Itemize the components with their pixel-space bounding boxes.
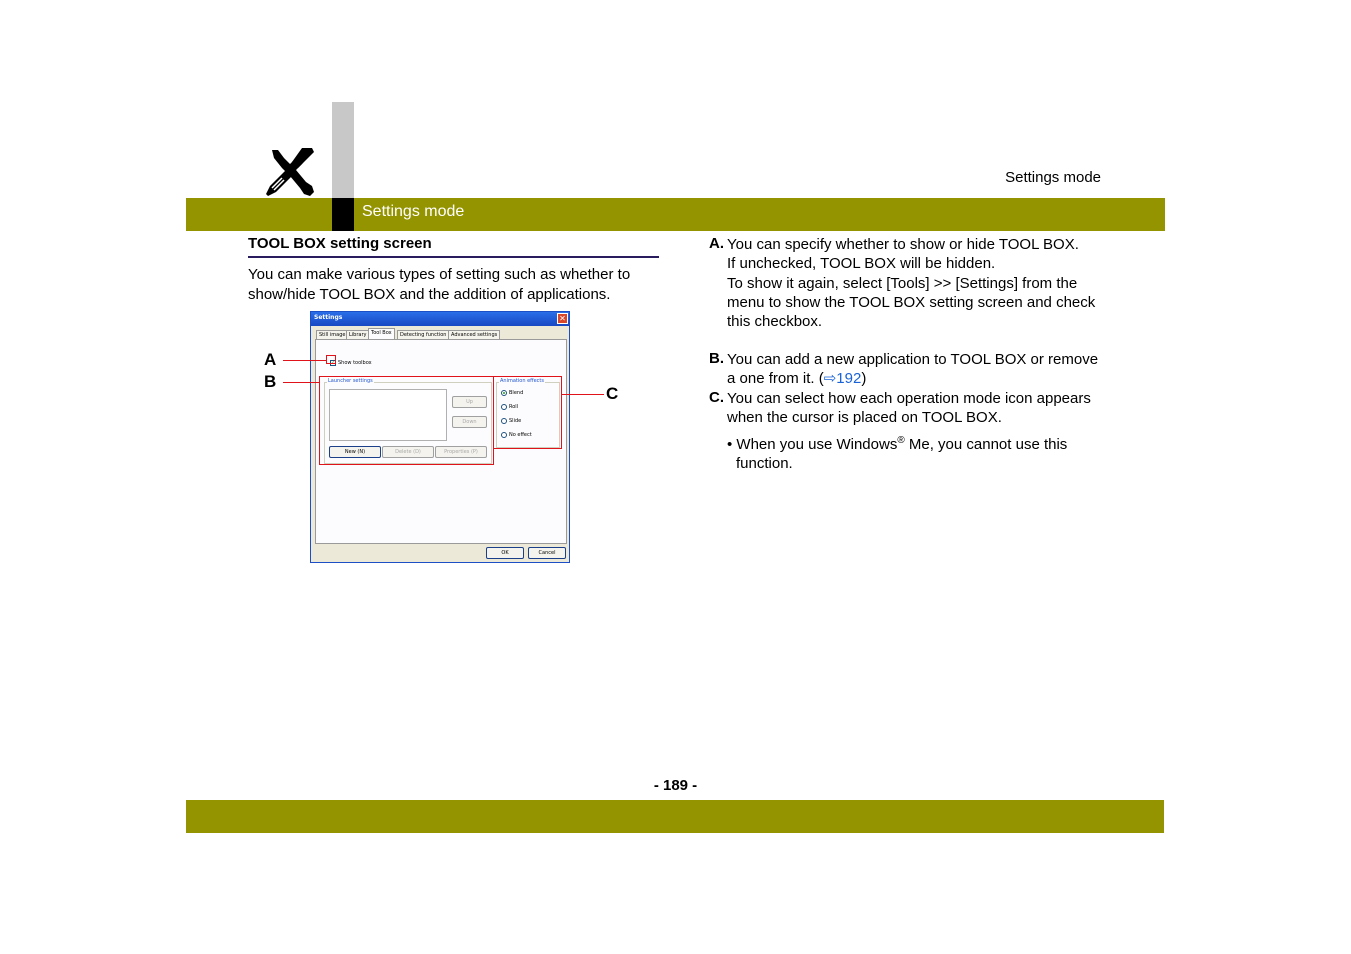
item-b-text-before: You can add a new application to TOOL BOX or remove a one from it. ( — [727, 351, 1099, 388]
new-button: New (N) — [329, 446, 381, 458]
tools-icon — [262, 146, 318, 198]
arrow-right-icon: ⇨ — [823, 370, 837, 388]
blend-label: Blend — [509, 390, 524, 396]
up-button: Up — [452, 396, 487, 408]
item-c-bullet-before: • When you use Windows — [727, 435, 898, 453]
dialog-titlebar — [311, 312, 569, 326]
animation-group-label: Animation effects — [500, 378, 544, 384]
no-effect-label: No effect — [509, 432, 532, 438]
item-a-text — [727, 235, 1107, 331]
callout-a-box — [326, 355, 336, 364]
item-a-line3: To show it again, select [Tools] >> [Settings] from the menu to show the TOOL BOX setting screen and check this checkbox. — [727, 274, 1096, 331]
header-bar-marker — [332, 198, 354, 231]
item-b-text — [727, 350, 1107, 389]
page-192-link-label: 192 — [836, 370, 862, 388]
item-a-letter: A. — [709, 235, 724, 252]
callout-c-label: C — [606, 384, 619, 403]
tab-library: Library — [346, 330, 369, 340]
item-c-text — [727, 389, 1107, 473]
item-a-line1: You can specify whether to show or hide TOOL BOX. — [727, 236, 1079, 253]
callout-b-label: B — [264, 372, 277, 391]
page-192-link[interactable] — [824, 370, 862, 387]
header-gray-tab — [332, 102, 354, 198]
item-b-text-after: ) — [861, 370, 867, 388]
item-c-description: You can select how each operation mode icon appears when the cursor is placed on TOOL BOX. — [727, 390, 1091, 427]
callout-b-box — [319, 376, 494, 465]
tab-advanced-settings: Advanced settings — [448, 330, 500, 340]
intro-paragraph: You can make various types of setting such as whether to show/hide TOOL BOX and the addition of applications. — [248, 266, 631, 303]
footer-bar — [186, 800, 1164, 833]
section-title: TOOL BOX setting screen — [248, 235, 432, 252]
close-icon: ✕ — [557, 313, 568, 324]
item-a-line2: If unchecked, TOOL BOX will be hidden. — [727, 255, 996, 273]
roll-label: Roll — [509, 404, 519, 410]
item-c-bullet-after: Me, you cannot use this function. — [736, 435, 1068, 472]
properties-button: Properties (P) — [435, 446, 487, 458]
callout-a-line — [283, 360, 326, 361]
item-c-letter: C. — [709, 389, 724, 406]
chapter-title: Settings mode — [362, 203, 465, 220]
callout-a-label: A — [264, 350, 277, 369]
registered-mark: ® — [897, 434, 905, 446]
running-header: Settings mode — [1005, 169, 1101, 186]
tab-tool-box: Tool Box — [368, 328, 395, 340]
tab-detecting-function: Detecting function — [397, 330, 449, 340]
cancel-button: Cancel — [528, 547, 566, 559]
tab-still-image: Still image — [316, 330, 348, 340]
launcher-group-label: Launcher settings — [328, 378, 373, 384]
callout-b-line — [283, 382, 319, 383]
show-toolbox-label: Show toolbox — [338, 360, 372, 366]
page-number: - 189 - — [653, 777, 698, 794]
dialog-title: Settings — [314, 314, 343, 321]
callout-c-line — [562, 394, 604, 395]
ok-button: OK — [486, 547, 524, 559]
item-c-bullet — [727, 431, 1107, 474]
delete-button: Delete (D) — [382, 446, 434, 458]
down-button: Down — [452, 416, 487, 428]
section-divider — [248, 256, 659, 258]
show-toolbox-checkbox: ✓ — [331, 360, 336, 366]
slide-label: Slide — [509, 418, 522, 424]
item-b-letter: B. — [709, 350, 724, 367]
callout-c-box — [493, 376, 562, 449]
